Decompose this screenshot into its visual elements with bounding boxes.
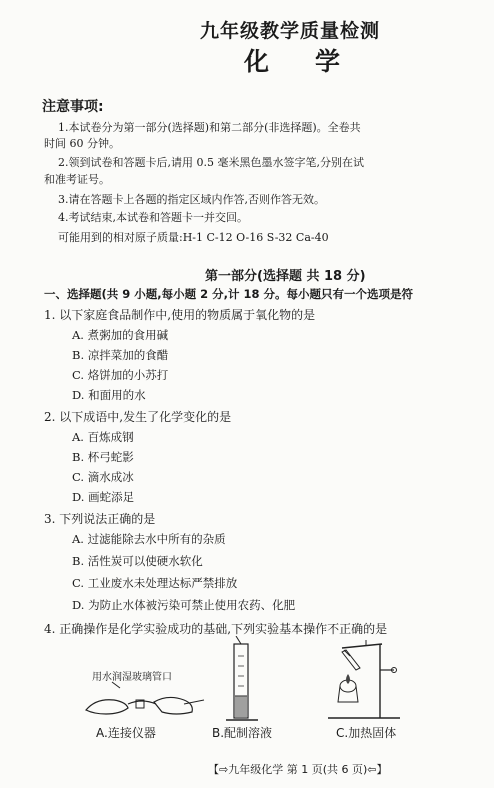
question-2-option-c: C. 滴水成冰 (72, 470, 134, 484)
fig-a-label: 用水润湿玻璃管口 (92, 672, 172, 683)
part1-instruction: 一、选择题(共 9 小题,每小题 2 分,计 18 分。每小题只有一个选项是符 (44, 287, 414, 301)
question-1-stem: 1. 以下家庭食品制作中,使用的物质属于氧化物的是 (44, 308, 316, 322)
subject-char-1: 化 (244, 47, 270, 76)
atomic-mass-line: 可能用到的相对原子质量:H-1 C-12 O-16 S-32 Ca-40 (58, 231, 329, 244)
question-2-stem: 2. 以下成语中,发生了化学变化的是 (44, 410, 232, 424)
exam-title: 九年级教学质量检测 (200, 20, 381, 42)
question-2-option-d: D. 画蛇添足 (72, 490, 135, 504)
fig-c-caption: C.加热固体 (336, 726, 397, 740)
page-footer: 【⇨九年级化学 第 1 页(共 6 页)⇦】 (208, 763, 388, 776)
fig-a-caption: A.连接仪器 (96, 726, 156, 740)
question-3-option-b: B. 活性炭可以使硬水软化 (72, 554, 203, 568)
question-3-stem: 3. 下列说法正确的是 (44, 512, 156, 526)
note-line-4: 和准考证号。 (44, 173, 110, 186)
question-4-stem: 4. 正确操作是化学实验成功的基础,下列实验基本操作不正确的是 (44, 622, 388, 636)
note-line-5: 3.请在答题卡上各题的指定区域内作答,否则作答无效。 (58, 193, 325, 206)
fig-b-caption: B.配制溶液 (212, 726, 273, 740)
question-3-option-d: D. 为防止水体被污染可禁止使用农药、化肥 (72, 598, 296, 612)
fig-b-cylinder-illustration (224, 636, 260, 726)
notes-heading: 注意事项: (42, 99, 104, 115)
fig-c-heating-illustration (322, 640, 402, 722)
question-1-option-a: A. 煮粥加的食用碱 (72, 328, 169, 342)
part1-heading: 第一部分(选择题 共 18 分) (205, 269, 366, 284)
subject-char-2: 学 (315, 47, 341, 76)
question-1-option-d: D. 和面用的水 (72, 388, 146, 402)
fig-a-hands-illustration (76, 680, 206, 722)
note-line-3: 2.领到试卷和答题卡后,请用 0.5 毫米黑色墨水签字笔,分别在试 (58, 156, 364, 169)
question-2-option-a: A. 百炼成钢 (72, 430, 134, 444)
question-3-option-a: A. 过滤能除去水中所有的杂质 (72, 532, 226, 546)
subject-title (244, 42, 340, 78)
note-line-6: 4.考试结束,本试卷和答题卡一并交回。 (58, 211, 248, 224)
question-3-option-c: C. 工业废水未处理达标严禁排放 (72, 576, 238, 590)
note-line-2: 时间 60 分钟。 (44, 137, 120, 150)
question-1-option-b: B. 凉拌菜加的食醋 (72, 348, 169, 362)
question-2-option-b: B. 杯弓蛇影 (72, 450, 134, 464)
note-line-1: 1.本试卷分为第一部分(选择题)和第二部分(非选择题)。全卷共 (58, 121, 361, 134)
question-1-option-c: C. 烙饼加的小苏打 (72, 368, 169, 382)
